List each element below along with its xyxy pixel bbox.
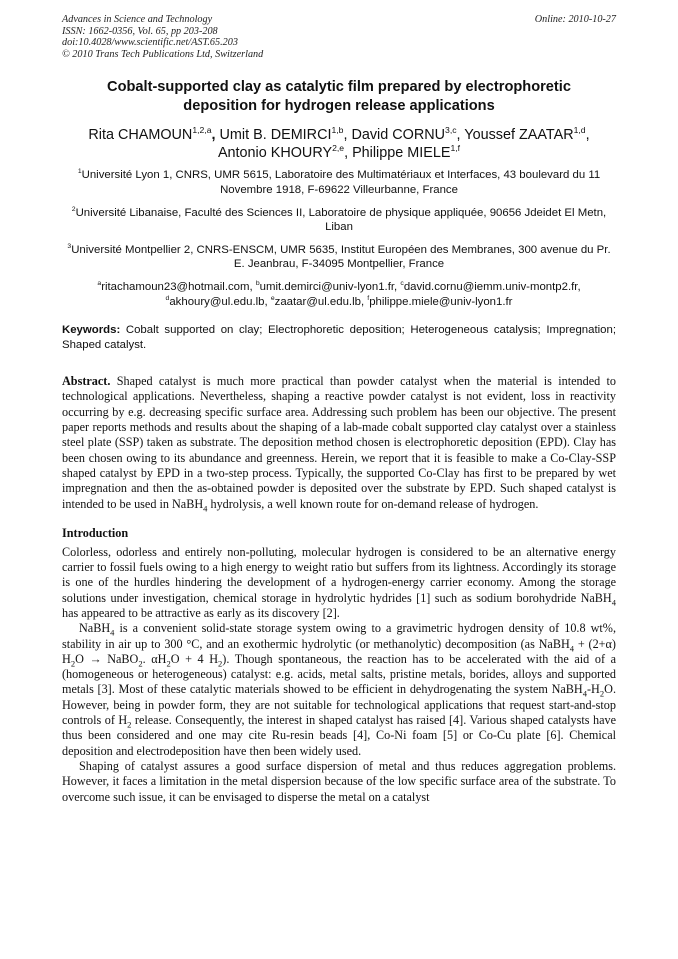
paragraph: Shaping of catalyst assures a good surface dispersion of metal and thus reduces aggregation problems. However, it faces a limitation in the metal dispersion because of the low specific surface area of the substrate. To overcome such issue, it can be envisaged to disperse the metal on a catalyst [62, 758, 616, 804]
affiliation-sup: 3 [67, 242, 72, 250]
text: O + 4 H [170, 651, 218, 666]
text: NaBH [79, 621, 111, 636]
text: + (2+α) H [62, 636, 616, 666]
text: has appeared to be attractive as early as its discovery [2]. [62, 605, 340, 620]
author-name: Philippe MIELE [352, 145, 451, 162]
author-name: Umit B. DEMIRCI [219, 127, 332, 144]
abstract-sub: 4 [203, 502, 208, 513]
email-link[interactable]: akhoury@ul.edu.lb [169, 295, 265, 308]
text: O → NaBO [75, 651, 139, 666]
email-list: $^a$ritachamoun23@hotmail.com, $^b$umit.demirci@univ-lyon1.fr, $^c$david.cornu@iemm.univ-montp2.fr, $^d$akhoury@ul.edu.lb, $^e$zaatar@ul.edu.lb, $^f$philippe.miele@univ-lyon1.fr [97, 280, 581, 308]
affiliation [62, 206, 616, 235]
author-sup: 1,d [573, 125, 586, 136]
keywords [62, 323, 616, 353]
author-sup: 1,2,a [192, 125, 212, 136]
author-list: Rita CHAMOUN$^{1,2,a}$, Umit B. DEMIRCI$^{1,b}$, David CORNU$^{3,c}$, Youssef ZAATAR$^{1,d}$, Antonio KHOURY$^{2,e}$, Philippe MIELE$^{1,f}$ [88, 125, 590, 162]
author-name: Rita CHAMOUN [88, 127, 193, 144]
journal-issn: ISSN: 1662-0356, Vol. 65, pp 203-208 [62, 25, 218, 37]
subscript: 2 [138, 658, 143, 669]
subscript: 2 [166, 658, 171, 669]
email-sup: a [97, 280, 102, 288]
email-sup: c [400, 280, 404, 288]
text: -H [587, 682, 600, 697]
author-name: Youssef ZAATAR [464, 127, 574, 144]
affiliation [62, 243, 616, 272]
abstract-label: Abstract. [62, 374, 111, 389]
section-heading-introduction: Introduction [62, 525, 129, 540]
text: ). Though spontaneous, the reaction has to be accelerated with the aid of a (homogeneous or heterogeneous) catalyst: e.g. acids, metal salts, pristine metals, borides, alloys and supported metals [3]. Most of these catalytic materials showed to be efficient in dehydrogenating the system NaBH [62, 651, 616, 697]
paragraph [62, 545, 616, 621]
abstract-text: Shaped catalyst is much more practical than powder catalyst when the material is intended to technological applications. Nevertheless, shaping a reactive powder catalyst is not evident, loss in reactivity occurring by e.g. decreasing specific surface area. Addressing such problem has been our objective. The present paper reports methods and results about the shaping of a lab-made cobalt supported clay catalyst over a stainless steel plate (SSP) taken as substrate. The deposition method chosen is electrophoretic deposition (EPD). Clay has been chosen owing to its abundance and greenness. Herein, we report that it is feasible to make a Co-Clay-SSP shaped catalyst by EPD in a two-step process. Typically, the supported Co-Clay has first to be prepared by wet impregnation and then the as-obtained powder is deposited over the substrate by EPD. Such shaped catalyst is intended to be used in NaBH [62, 374, 617, 511]
email-sup: b [255, 280, 260, 288]
subscript: 4 [110, 627, 115, 638]
journal-name: Advances in Science and Technology [62, 14, 213, 25]
author-sup: 1,b [331, 125, 344, 136]
email-link[interactable]: david.cornu@iemm.univ-montp2.fr [403, 280, 578, 293]
email-link[interactable]: zaatar@ul.edu.lb [274, 295, 361, 308]
author-name: Antonio KHOURY [217, 145, 333, 162]
email-sup: e [270, 294, 275, 302]
paper-title: Cobalt-supported clay as catalytic film prepared by electrophoretic deposition for hydrogen release applications [107, 79, 571, 115]
affiliation-sup: 2 [71, 205, 76, 213]
introduction-body [62, 545, 616, 805]
author-sup: 2,e [332, 143, 345, 154]
subscript: 4 [582, 688, 587, 699]
abstract-tail: hydrolysis, a well known route for on-demand release of hydrogen. [207, 496, 539, 511]
subscript: 2 [127, 719, 132, 730]
email-sup: d [165, 294, 170, 302]
text: O. However, being in powder form, they are not suitable for technological applications that request start-and-stop controls of H [62, 682, 616, 728]
journal-copyright: © 2010 Trans Tech Publications Ltd, Switzerland [62, 48, 264, 60]
author-sup: 1,f [450, 143, 461, 154]
paragraph [62, 621, 616, 759]
email-link[interactable]: umit.demirci@univ-lyon1.fr [259, 280, 395, 293]
online-date: Online: 2010-10-27 [534, 14, 616, 25]
journal-doi: doi:10.4028/www.scientific.net/AST.65.203 [62, 37, 238, 49]
journal-header [62, 14, 616, 60]
email-sup: f [367, 294, 370, 302]
affiliation-text: Université Lyon 1, CNRS, UMR 5615, Laboratoire des Multimatériaux et Interfaces, 43 boulevard du 11 Novembre 1918, F-69622 Villeurbanne, France [81, 169, 601, 196]
abstract [62, 374, 616, 512]
text: . αH [142, 651, 167, 666]
subscript: 2 [599, 688, 605, 699]
text: is a convenient solid-state storage system owing to a gravimetric hydrogen density of 10.8 wt%, stability in air up to 300 °C, and an exothermic hydrolytic (or methanolytic) decomposition (as NaBH [62, 621, 616, 651]
email-link[interactable]: philippe.miele@univ-lyon1.fr [369, 295, 513, 308]
affiliation [62, 168, 616, 197]
keywords-label: Keywords: [62, 324, 121, 337]
subscript: 2 [218, 658, 223, 669]
subscript: 2 [70, 658, 76, 669]
text: release. Consequently, the interest in shaped catalyst has raised [4]. Various shaped catalysts have thus been considered and one may cite Ru-resin beads [4], Co-Ni foam [5] or Co-Cu plate [6]. Chemical deposition and electrodeposition have then been widely used. [62, 713, 616, 758]
affiliation-sup: 1 [77, 168, 82, 176]
keywords-text: Cobalt supported on clay; Electrophoretic deposition; Heterogeneous catalysis; Impregnation; Shaped catalyst. [62, 324, 616, 352]
affiliations [62, 168, 616, 272]
email-link[interactable]: ritachamoun23@hotmail.com [101, 280, 250, 293]
subscript: 4 [611, 597, 616, 608]
author-sup: 3,c [445, 125, 457, 136]
affiliation-text: Université Libanaise, Faculté des Sciences II, Laboratoire de physique appliquée, 90656 Jdeidet El Metn, Liban [75, 206, 607, 234]
affiliation-text: Université Montpellier 2, CNRS-ENSCM, UMR 5635, Institut Européen des Membranes, 300 avenue du Pr. E. Jeanbrau, F-34095 Montpellier, France [71, 243, 611, 271]
author-name: David CORNU [351, 127, 446, 144]
text: Colorless, odorless and entirely non-polluting, molecular hydrogen is considered to be an alternative energy carrier to fossil fuels owing to a high energy to weight ratio but suffers from its lightness. Accordingly its storage is one of the hurdles hindering the development of a hydrogen-energy carrier economy. Among the storage solutions under investigation, chemical storage in hydrolytic hydrides [1] such as sodium borohydride NaBH [62, 544, 616, 605]
subscript: 4 [569, 643, 575, 654]
